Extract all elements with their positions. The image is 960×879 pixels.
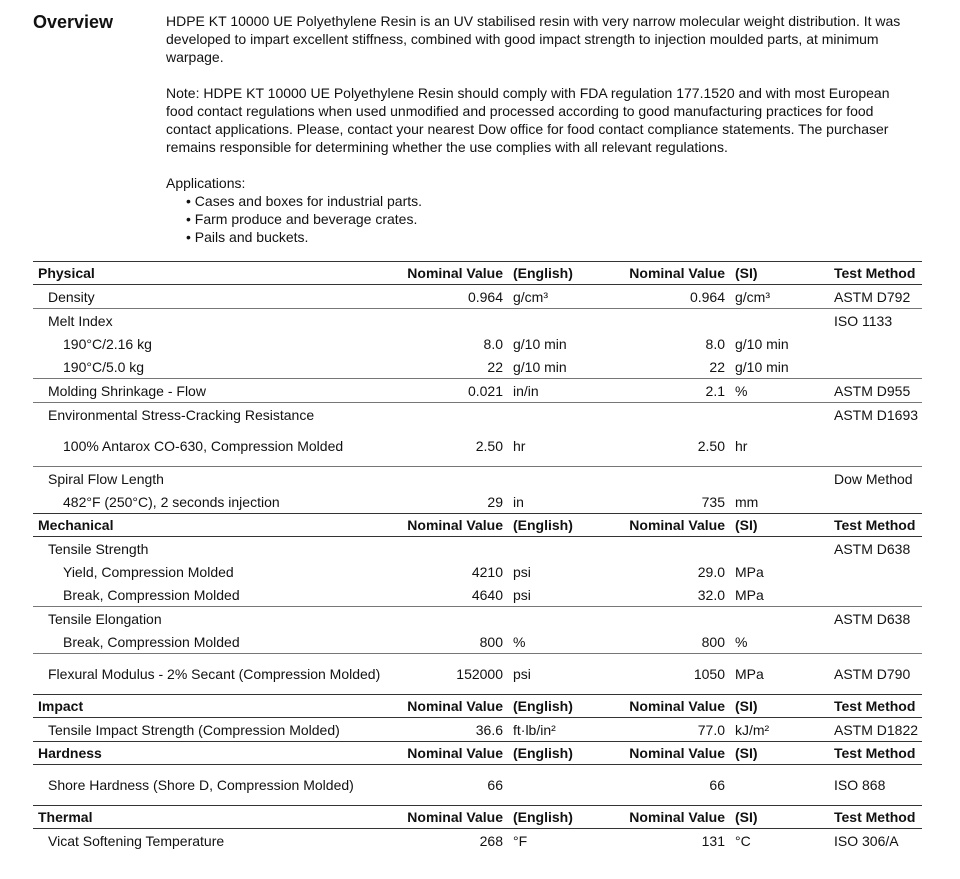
section-title: Impact [33,695,393,718]
property-label: Environmental Stress-Cracking Resistance [33,403,393,427]
property-label: Yield, Compression Molded [63,563,234,580]
properties-table [33,261,922,852]
test-method: ASTM D955 [834,379,922,403]
table-row [33,490,922,514]
section-header-impact [33,695,922,718]
overview-description [166,12,916,246]
english-unit [503,765,628,806]
section-title: Hardness [33,742,393,765]
column-header-si-unit: (SI) [725,695,834,718]
column-header-si-unit: (SI) [725,514,834,537]
english-value [393,403,503,427]
application-item: • Pails and buckets. [166,228,916,246]
note-paragraph: Note: HDPE KT 10000 UE Polyethylene Resin should comply with FDA regulation 177.1520 and with most European food contact regulations when used unmodified and processed according to good manufacturing practices for food contact applications. Please, contact your nearest Dow office for food contact compliance statements. The purchaser remains responsible for determining whether the use complies with all relevant regulations. [166,85,890,155]
table-row [33,630,922,654]
column-header-english-unit: (English) [503,742,628,765]
si-value: 131 [701,832,725,849]
property-label: 190°C/2.16 kg [63,335,152,352]
english-value: 29 [487,493,503,510]
si-unit [725,467,834,491]
english-value [393,309,503,333]
si-unit: MPa [725,654,834,695]
application-item: • Farm produce and beverage crates. [166,210,916,228]
english-unit: g/10 min [513,358,567,375]
si-unit [725,765,834,806]
english-unit [503,403,628,427]
table-row [33,654,922,695]
table-row [33,467,922,491]
english-unit [503,467,628,491]
column-header-english-unit: (English) [503,806,628,829]
english-unit: psi [513,586,531,603]
property-label: Tensile Strength [48,540,149,557]
table-row [33,332,922,355]
si-value [628,537,725,561]
si-value: 735 [701,493,725,510]
table-row [33,355,922,379]
english-value: 800 [479,633,503,650]
english-unit: °F [513,832,528,849]
section-title: Mechanical [33,514,393,537]
column-header-si-unit: (SI) [725,262,834,285]
column-header-english-unit: (English) [503,262,628,285]
test-method: ASTM D790 [834,654,922,695]
column-header-test-method: Test Method [834,262,922,285]
section-title: Thermal [33,806,393,829]
english-value: 2.50 [475,438,503,454]
column-header-english-unit: (English) [503,514,628,537]
english-value: 22 [487,358,503,375]
english-unit: in [513,493,524,510]
english-unit: psi [503,654,628,695]
si-value [628,607,725,631]
column-header-english-value: Nominal Value [393,514,503,537]
english-value: 152000 [393,654,503,695]
table-row [33,607,922,631]
table-row [33,285,922,309]
si-unit: MPa [735,586,764,603]
test-method [834,560,922,583]
test-method [834,490,922,514]
section-header-physical [33,262,922,285]
english-unit: ft·lb/in² [513,721,556,738]
property-label: Density [48,288,95,305]
property-label: 482°F (250°C), 2 seconds injection [63,493,280,510]
column-header-test-method: Test Method [834,514,922,537]
english-value [393,467,503,491]
applications-label: Applications: [166,175,246,191]
test-method [834,355,922,379]
column-header-test-method: Test Method [834,695,922,718]
column-header-si-unit: (SI) [725,806,834,829]
column-header-english-value: Nominal Value [393,742,503,765]
table-row [33,829,922,853]
property-label: Shore Hardness (Shore D, Compression Molded) [48,777,354,793]
si-value: 0.964 [689,288,725,305]
si-unit [725,403,834,427]
si-value [628,309,725,333]
english-value: 4210 [471,563,503,580]
property-label: Molding Shrinkage - Flow [33,379,393,403]
table-row [33,765,922,806]
test-method: ISO 306/A [834,832,899,849]
property-label: Vicat Softening Temperature [48,832,225,849]
column-header-si-value: Nominal Value [628,806,725,829]
table-row [33,583,922,607]
table-row [33,718,922,742]
english-unit: hr [513,438,526,454]
english-value: 8.0 [483,335,503,352]
table-row [33,426,922,467]
si-value: 66 [709,777,725,793]
si-value: 29.0 [697,563,725,580]
test-method [834,332,922,355]
column-header-english-unit: (English) [503,695,628,718]
table-row [33,537,922,561]
si-unit: % [735,633,748,650]
property-label: Spiral Flow Length [33,467,393,491]
si-value: 77.0 [697,721,725,738]
english-unit: g/cm³ [513,288,548,305]
property-label: Tensile Elongation [33,607,393,631]
si-value: 8.0 [705,335,725,352]
column-header-si-value: Nominal Value [628,695,725,718]
si-value: 32.0 [697,586,725,603]
test-method: ISO 868 [834,777,886,793]
table-row [33,309,922,333]
english-value: 268 [479,832,503,849]
si-unit: MPa [735,563,764,580]
test-method: ASTM D1822 [834,721,919,738]
table-row [33,379,922,403]
test-method: ASTM D792 [834,288,911,305]
si-value: 2.1 [628,379,725,403]
table-row [33,560,922,583]
description-paragraph: HDPE KT 10000 UE Polyethylene Resin is an UV stabilised resin with very narrow molecular weight distribution. It was developed to impart excellent stiffness, combined with good impact strength to injection moulded parts, at minimum warpage. [166,13,901,65]
si-value [628,467,725,491]
si-unit: hr [735,438,748,454]
english-unit: in/in [503,379,628,403]
column-header-test-method: Test Method [834,742,922,765]
english-unit [503,309,628,333]
si-unit: g/cm³ [735,288,770,305]
si-value: 22 [709,358,725,375]
section-header-hardness [33,742,922,765]
si-unit [725,537,834,561]
test-method: Dow Method [834,467,922,491]
section-header-thermal [33,806,922,829]
column-header-si-value: Nominal Value [628,514,725,537]
column-header-english-value: Nominal Value [393,806,503,829]
english-value [393,607,503,631]
english-value: 36.6 [475,721,503,738]
property-label: 190°C/5.0 kg [63,358,145,375]
application-item: • Cases and boxes for industrial parts. [166,192,916,210]
test-method: ISO 1133 [834,309,922,333]
english-value: 0.964 [467,288,503,305]
test-method [834,583,922,607]
si-unit: kJ/m² [735,721,770,738]
si-value: 2.50 [697,438,725,454]
table-row [33,403,922,427]
test-method [834,630,922,654]
si-value [628,403,725,427]
property-label: 100% Antarox CO-630, Compression Molded [63,438,344,454]
property-label: Break, Compression Molded [63,586,240,603]
english-value: 0.021 [393,379,503,403]
applications-list [166,192,916,246]
english-unit [503,607,628,631]
si-unit: mm [735,493,759,510]
si-unit [725,309,834,333]
si-value: 800 [701,633,725,650]
si-unit: g/10 min [735,335,789,352]
english-value: 4640 [471,586,503,603]
english-unit [503,537,628,561]
property-label: Break, Compression Molded [63,633,240,650]
si-unit: g/10 min [735,358,789,375]
column-header-si-value: Nominal Value [628,262,725,285]
test-method: ASTM D1693 [834,403,922,427]
property-label: Flexural Modulus - 2% Secant (Compression Molded) [33,654,393,695]
english-unit: psi [513,563,531,580]
si-unit [725,607,834,631]
si-unit: % [725,379,834,403]
test-method: ASTM D638 [834,540,911,557]
column-header-si-value: Nominal Value [628,742,725,765]
english-unit: g/10 min [513,335,567,352]
section-header-mechanical [33,514,922,537]
column-header-test-method: Test Method [834,806,922,829]
property-label: Tensile Impact Strength (Compression Molded) [48,721,340,738]
english-value: 66 [487,777,503,793]
english-value [393,537,503,561]
english-unit: % [513,633,526,650]
test-method: ASTM D638 [834,607,922,631]
column-header-english-value: Nominal Value [393,695,503,718]
si-value: 1050 [628,654,725,695]
section-title: Physical [33,262,393,285]
column-header-si-unit: (SI) [725,742,834,765]
property-label: Melt Index [33,309,393,333]
column-header-english-value: Nominal Value [393,262,503,285]
overview-heading: Overview [33,12,114,32]
si-unit: °C [735,832,751,849]
test-method [834,426,922,467]
